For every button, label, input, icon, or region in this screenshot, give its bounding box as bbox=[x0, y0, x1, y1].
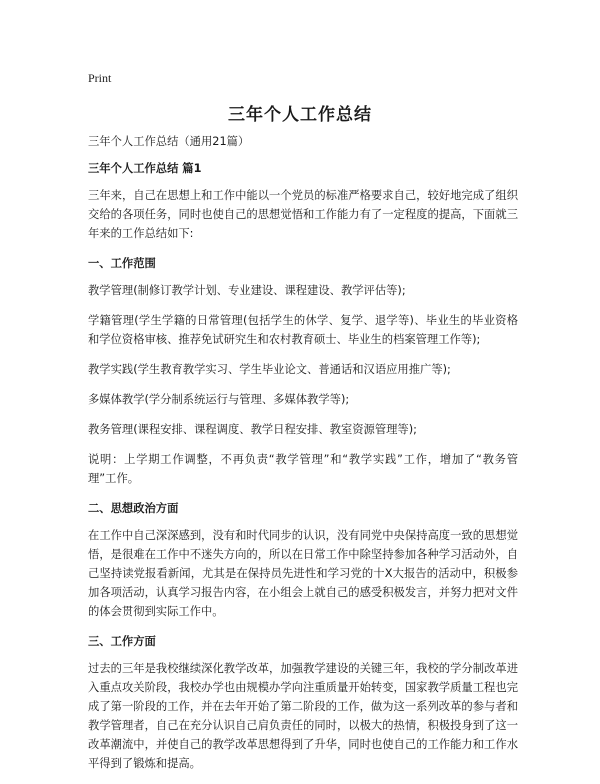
section-heading-ideology: 二、思想政治方面 bbox=[88, 502, 179, 515]
work-scope-note: 说明：上学期工作调整，不再负责“教学管理”和“教学实践”工作，增加了“教务管理”工作。 bbox=[88, 453, 518, 485]
work-paragraph: 过去的三年是我校继续深化教学改革，加强教学建设的关键三年，我校的学分制改革进入重点攻关阶段，我校办学也由规模办学向注重质量开始转变，国家教学质量工程也完成了第一阶段的工作，并在去年开始了第二阶段的工作，做为这一系列改革的参与者和教学管理者，自己在充分认识自己肩负责任的同时，以极大的热情，积极投身到了这一改革潮流中，并使自己的教学改革思想得到了升华，同时也使自己的工作能力和工作水平得到了锻炼和提高。 bbox=[88, 662, 518, 770]
page-title: 三年个人工作总结 bbox=[228, 105, 372, 125]
section-heading-work-scope: 一、工作范围 bbox=[88, 257, 156, 270]
intro-paragraph: 三年来，自己在思想上和工作中能以一个党员的标准严格要求自己，较好地完成了组织交给的各项任务，同时也使自己的思想觉悟和工作能力有了一定程度的提高，下面就三年来的工作总结如下: bbox=[88, 189, 518, 240]
section-heading-work: 三、工作方面 bbox=[88, 635, 156, 648]
work-scope-item: 多媒体教学(学分制系统运行与管理、多媒体教学等); bbox=[88, 393, 350, 406]
document-subtitle: 三年个人工作总结（通用21篇） bbox=[88, 135, 250, 148]
document-body bbox=[88, 132, 518, 784]
print-label: Print bbox=[88, 71, 112, 85]
work-scope-item: 教务管理(课程安排、课程调度、教学日程安排、教室资源管理等); bbox=[88, 423, 417, 436]
article-heading: 三年个人工作总结 篇1 bbox=[88, 162, 202, 175]
work-scope-item: 教学实践(学生教育教学实习、学生毕业论文、普通话和汉语应用推广等); bbox=[88, 363, 451, 376]
ideology-paragraph: 在工作中自己深深感到，没有和时代同步的认识，没有同党中央保持高度一致的思想觉悟，是很难在工作中不迷失方向的，所以在日常工作中除坚持参加各种学习活动外，自己坚持读党报看新闻，尤其是在保持员先进性和学习党的十X大报告的活动中，积极参加各项活动，认真学习报告内容，在小组会上就自己的感受积极发言，并努力把对文件的体会贯彻到实际工作中。 bbox=[88, 529, 518, 618]
work-scope-item: 学籍管理(学生学籍的日常管理(包括学生的休学、复学、退学等)、毕业生的毕业资格和学位资格审核、推荐免试研究生和农村教育硕士、毕业生的档案管理工作等); bbox=[88, 314, 518, 346]
work-scope-item: 教学管理(制修订教学计划、专业建设、课程建设、教学评估等); bbox=[88, 284, 406, 297]
